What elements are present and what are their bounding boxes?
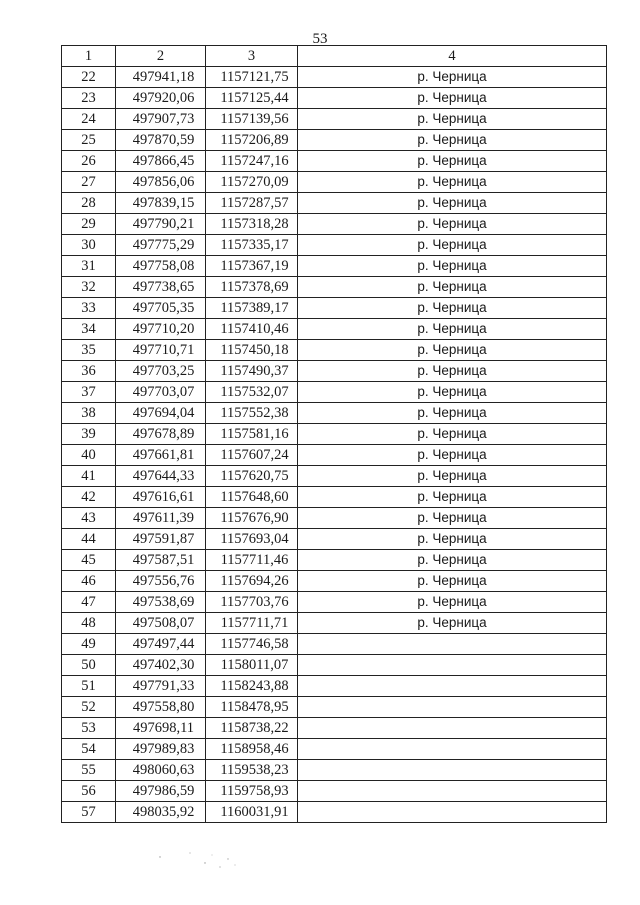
feature-name: р. Черница: [298, 67, 607, 88]
feature-name: [298, 802, 607, 823]
y-coordinate: 1157746,58: [206, 634, 298, 655]
x-coordinate: 497556,76: [116, 571, 206, 592]
feature-name: р. Черница: [298, 130, 607, 151]
table-row: [62, 613, 607, 634]
y-coordinate: 1157206,89: [206, 130, 298, 151]
y-coordinate: 1159758,93: [206, 781, 298, 802]
x-coordinate: 497591,87: [116, 529, 206, 550]
table-row: [62, 235, 607, 256]
y-coordinate: 1158243,88: [206, 676, 298, 697]
feature-name: р. Черница: [298, 256, 607, 277]
x-coordinate: 497839,15: [116, 193, 206, 214]
y-coordinate: 1157676,90: [206, 508, 298, 529]
table-row: [62, 739, 607, 760]
feature-name: р. Черница: [298, 214, 607, 235]
y-coordinate: 1160031,91: [206, 802, 298, 823]
table-row: [62, 655, 607, 676]
point-number: 22: [62, 67, 116, 88]
x-coordinate: 497790,21: [116, 214, 206, 235]
x-coordinate: 497402,30: [116, 655, 206, 676]
table-row: [62, 382, 607, 403]
feature-name: [298, 739, 607, 760]
feature-name: [298, 655, 607, 676]
feature-name: р. Черница: [298, 193, 607, 214]
point-number: 30: [62, 235, 116, 256]
point-number: 55: [62, 760, 116, 781]
y-coordinate: 1158738,22: [206, 718, 298, 739]
y-coordinate: 1158478,95: [206, 697, 298, 718]
table-row: [62, 508, 607, 529]
table-row: [62, 592, 607, 613]
table-row: [62, 67, 607, 88]
table-row: [62, 487, 607, 508]
point-number: 42: [62, 487, 116, 508]
feature-name: [298, 634, 607, 655]
table-row: [62, 676, 607, 697]
point-number: 26: [62, 151, 116, 172]
point-number: 37: [62, 382, 116, 403]
y-coordinate: 1157552,38: [206, 403, 298, 424]
y-coordinate: 1157410,46: [206, 319, 298, 340]
feature-name: р. Черница: [298, 151, 607, 172]
y-coordinate: 1157711,46: [206, 550, 298, 571]
table-row: [62, 172, 607, 193]
point-number: 49: [62, 634, 116, 655]
feature-name: р. Черница: [298, 508, 607, 529]
y-coordinate: 1157450,18: [206, 340, 298, 361]
point-number: 23: [62, 88, 116, 109]
x-coordinate: 497775,29: [116, 235, 206, 256]
x-coordinate: 497703,25: [116, 361, 206, 382]
x-coordinate: 497710,71: [116, 340, 206, 361]
table-row: [62, 550, 607, 571]
point-number: 44: [62, 529, 116, 550]
x-coordinate: 497508,07: [116, 613, 206, 634]
feature-name: [298, 676, 607, 697]
feature-name: [298, 781, 607, 802]
table-row: [62, 760, 607, 781]
point-number: 45: [62, 550, 116, 571]
y-coordinate: 1157620,75: [206, 466, 298, 487]
feature-name: р. Черница: [298, 172, 607, 193]
point-number: 34: [62, 319, 116, 340]
x-coordinate: 497694,04: [116, 403, 206, 424]
x-coordinate: 497866,45: [116, 151, 206, 172]
table-row: [62, 340, 607, 361]
point-number: 27: [62, 172, 116, 193]
point-number: 32: [62, 277, 116, 298]
y-coordinate: 1157367,19: [206, 256, 298, 277]
y-coordinate: 1157694,26: [206, 571, 298, 592]
point-number: 57: [62, 802, 116, 823]
x-coordinate: 497791,33: [116, 676, 206, 697]
feature-name: [298, 760, 607, 781]
y-coordinate: 1157139,56: [206, 109, 298, 130]
page-number: 53: [312, 31, 328, 47]
table-row: [62, 214, 607, 235]
x-coordinate: 497611,39: [116, 508, 206, 529]
point-number: 50: [62, 655, 116, 676]
x-coordinate: 497989,83: [116, 739, 206, 760]
header-col-2: 2: [116, 46, 206, 67]
table-row: [62, 466, 607, 487]
y-coordinate: 1158011,07: [206, 655, 298, 676]
x-coordinate: 497558,80: [116, 697, 206, 718]
y-coordinate: 1157648,60: [206, 487, 298, 508]
table-row: [62, 88, 607, 109]
y-coordinate: 1157287,57: [206, 193, 298, 214]
header-col-4: 4: [298, 46, 607, 67]
feature-name: р. Черница: [298, 613, 607, 634]
y-coordinate: 1157247,16: [206, 151, 298, 172]
x-coordinate: 497907,73: [116, 109, 206, 130]
feature-name: р. Черница: [298, 550, 607, 571]
coordinates-table: [61, 45, 607, 823]
point-number: 24: [62, 109, 116, 130]
point-number: 56: [62, 781, 116, 802]
point-number: 25: [62, 130, 116, 151]
feature-name: р. Черница: [298, 109, 607, 130]
feature-name: [298, 718, 607, 739]
feature-name: р. Черница: [298, 88, 607, 109]
feature-name: р. Черница: [298, 235, 607, 256]
table-row: [62, 151, 607, 172]
point-number: 38: [62, 403, 116, 424]
point-number: 40: [62, 445, 116, 466]
table-row: [62, 403, 607, 424]
x-coordinate: 497856,06: [116, 172, 206, 193]
x-coordinate: 497941,18: [116, 67, 206, 88]
y-coordinate: 1157389,17: [206, 298, 298, 319]
feature-name: р. Черница: [298, 424, 607, 445]
table-row: [62, 781, 607, 802]
table-row: [62, 445, 607, 466]
point-number: 48: [62, 613, 116, 634]
point-number: 54: [62, 739, 116, 760]
y-coordinate: 1157607,24: [206, 445, 298, 466]
x-coordinate: 497616,61: [116, 487, 206, 508]
point-number: 53: [62, 718, 116, 739]
table-row: [62, 319, 607, 340]
feature-name: р. Черница: [298, 403, 607, 424]
table-row: [62, 277, 607, 298]
point-number: 43: [62, 508, 116, 529]
table-row: [62, 802, 607, 823]
feature-name: р. Черница: [298, 361, 607, 382]
y-coordinate: 1157378,69: [206, 277, 298, 298]
y-coordinate: 1157121,75: [206, 67, 298, 88]
table-row: [62, 634, 607, 655]
feature-name: р. Черница: [298, 340, 607, 361]
header-col-3: 3: [206, 46, 298, 67]
point-number: 36: [62, 361, 116, 382]
table-header-row: [62, 46, 607, 67]
x-coordinate: 497738,65: [116, 277, 206, 298]
x-coordinate: 497870,59: [116, 130, 206, 151]
feature-name: р. Черница: [298, 571, 607, 592]
feature-name: р. Черница: [298, 319, 607, 340]
scan-specks: [150, 845, 270, 875]
table-row: [62, 718, 607, 739]
point-number: 47: [62, 592, 116, 613]
feature-name: р. Черница: [298, 529, 607, 550]
x-coordinate: 497497,44: [116, 634, 206, 655]
y-coordinate: 1157490,37: [206, 361, 298, 382]
y-coordinate: 1157318,28: [206, 214, 298, 235]
y-coordinate: 1157581,16: [206, 424, 298, 445]
point-number: 39: [62, 424, 116, 445]
x-coordinate: 497703,07: [116, 382, 206, 403]
x-coordinate: 497758,08: [116, 256, 206, 277]
y-coordinate: 1157711,71: [206, 613, 298, 634]
y-coordinate: 1157693,04: [206, 529, 298, 550]
x-coordinate: 498035,92: [116, 802, 206, 823]
feature-name: р. Черница: [298, 277, 607, 298]
table-row: [62, 193, 607, 214]
feature-name: р. Черница: [298, 298, 607, 319]
x-coordinate: 498060,63: [116, 760, 206, 781]
header-col-1: 1: [62, 46, 116, 67]
point-number: 35: [62, 340, 116, 361]
table-row: [62, 361, 607, 382]
x-coordinate: 497710,20: [116, 319, 206, 340]
y-coordinate: 1157125,44: [206, 88, 298, 109]
point-number: 51: [62, 676, 116, 697]
table-row: [62, 529, 607, 550]
point-number: 28: [62, 193, 116, 214]
x-coordinate: 497644,33: [116, 466, 206, 487]
feature-name: р. Черница: [298, 487, 607, 508]
y-coordinate: 1159538,23: [206, 760, 298, 781]
x-coordinate: 497587,51: [116, 550, 206, 571]
x-coordinate: 497661,81: [116, 445, 206, 466]
x-coordinate: 497678,89: [116, 424, 206, 445]
point-number: 31: [62, 256, 116, 277]
point-number: 52: [62, 697, 116, 718]
table-row: [62, 109, 607, 130]
table-row: [62, 424, 607, 445]
feature-name: р. Черница: [298, 445, 607, 466]
table-row: [62, 697, 607, 718]
feature-name: [298, 697, 607, 718]
point-number: 29: [62, 214, 116, 235]
x-coordinate: 497920,06: [116, 88, 206, 109]
y-coordinate: 1157532,07: [206, 382, 298, 403]
x-coordinate: 497705,35: [116, 298, 206, 319]
y-coordinate: 1157335,17: [206, 235, 298, 256]
table-row: [62, 298, 607, 319]
y-coordinate: 1157270,09: [206, 172, 298, 193]
y-coordinate: 1158958,46: [206, 739, 298, 760]
y-coordinate: 1157703,76: [206, 592, 298, 613]
x-coordinate: 497986,59: [116, 781, 206, 802]
table-body: [62, 67, 607, 823]
feature-name: р. Черница: [298, 382, 607, 403]
x-coordinate: 497538,69: [116, 592, 206, 613]
point-number: 41: [62, 466, 116, 487]
feature-name: р. Черница: [298, 466, 607, 487]
table-row: [62, 130, 607, 151]
table-row: [62, 256, 607, 277]
point-number: 46: [62, 571, 116, 592]
table-row: [62, 571, 607, 592]
x-coordinate: 497698,11: [116, 718, 206, 739]
feature-name: р. Черница: [298, 592, 607, 613]
point-number: 33: [62, 298, 116, 319]
